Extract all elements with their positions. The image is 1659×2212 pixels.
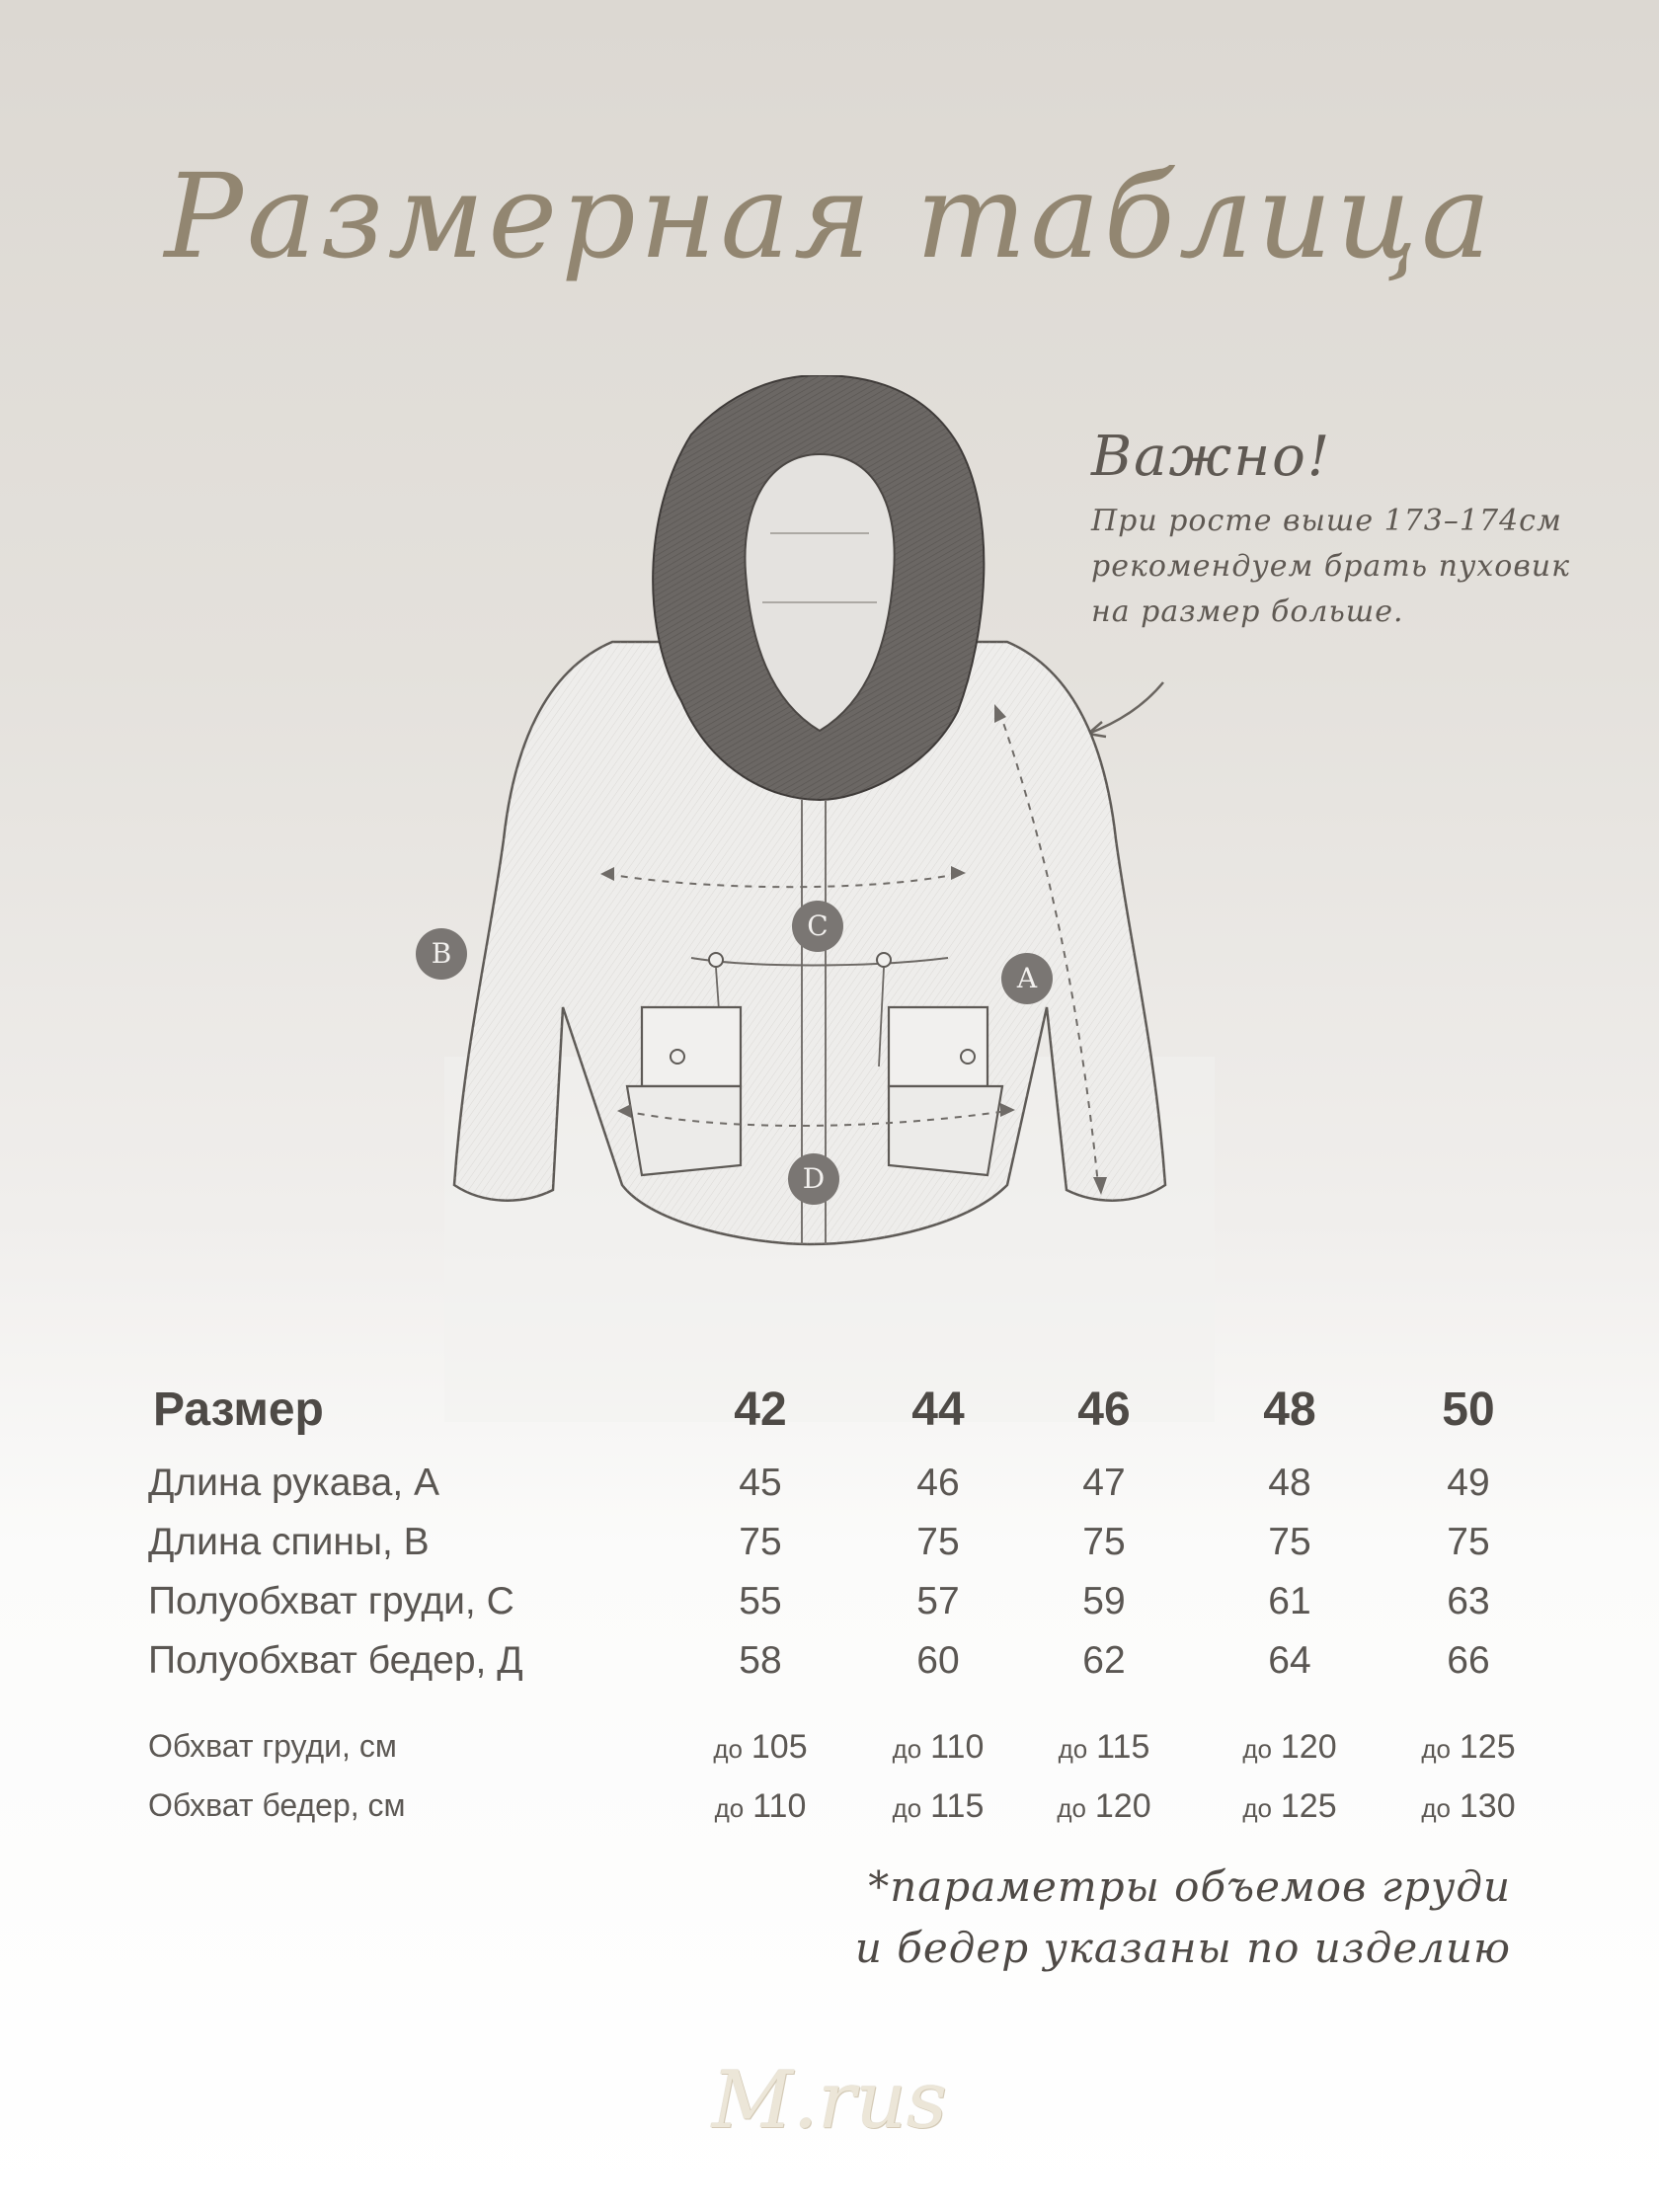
table-cell bbox=[1389, 1728, 1547, 1767]
row-label: Полуобхват груди, С bbox=[148, 1580, 514, 1622]
size-50: 50 bbox=[1442, 1383, 1495, 1436]
table-cell bbox=[1389, 1787, 1547, 1826]
value: 110 bbox=[930, 1728, 985, 1766]
value: 110 bbox=[752, 1787, 807, 1825]
brand-logo: M.rus bbox=[711, 2054, 948, 2146]
row-label: Длина спины, В bbox=[148, 1521, 430, 1563]
table-cell: 45 bbox=[739, 1462, 782, 1504]
value: 115 bbox=[930, 1787, 985, 1825]
table-cell: 55 bbox=[739, 1580, 782, 1622]
marker-c: C bbox=[792, 901, 843, 952]
table-cell bbox=[1211, 1787, 1369, 1826]
value: 125 bbox=[1280, 1787, 1337, 1825]
prefix: до bbox=[1421, 1734, 1451, 1764]
table-cell: 75 bbox=[1268, 1521, 1311, 1563]
table-cell: 75 bbox=[1447, 1521, 1490, 1563]
prefix: до bbox=[713, 1734, 743, 1764]
size-44: 44 bbox=[911, 1383, 965, 1436]
size-label: Размер bbox=[153, 1383, 324, 1436]
table-cell bbox=[681, 1728, 839, 1767]
size-42: 42 bbox=[734, 1383, 787, 1436]
footnote bbox=[855, 1856, 1511, 1979]
table-cell: 75 bbox=[916, 1521, 960, 1563]
table-cell: 59 bbox=[1082, 1580, 1126, 1622]
value: 130 bbox=[1459, 1787, 1516, 1825]
size-48: 48 bbox=[1263, 1383, 1316, 1436]
note-line: на размер больше. bbox=[1091, 594, 1404, 629]
table-cell bbox=[681, 1787, 839, 1826]
note-line: При росте выше 173–174см bbox=[1091, 504, 1562, 538]
table-cell bbox=[859, 1787, 1017, 1826]
row-label: Полуобхват бедер, Д bbox=[148, 1639, 523, 1682]
table-cell: 61 bbox=[1268, 1580, 1311, 1622]
prefix: до bbox=[892, 1793, 922, 1823]
value: 120 bbox=[1280, 1728, 1337, 1766]
table-cell: 62 bbox=[1082, 1639, 1126, 1682]
prefix: до bbox=[892, 1734, 922, 1764]
value: 105 bbox=[750, 1728, 808, 1766]
value: 120 bbox=[1094, 1787, 1151, 1825]
marker-a: A bbox=[1001, 953, 1053, 1004]
row-label: Обхват бедер, см bbox=[148, 1787, 406, 1823]
prefix: до bbox=[714, 1793, 745, 1823]
footnote-line: *параметры объемов груди bbox=[868, 1862, 1511, 1911]
table-cell: 63 bbox=[1447, 1580, 1490, 1622]
prefix: до bbox=[1057, 1793, 1086, 1823]
table-cell: 66 bbox=[1447, 1639, 1490, 1682]
prefix: до bbox=[1242, 1734, 1272, 1764]
table-cell: 75 bbox=[739, 1521, 782, 1563]
table-cell: 57 bbox=[916, 1580, 960, 1622]
row-label: Обхват груди, см bbox=[148, 1728, 397, 1764]
value: 115 bbox=[1096, 1728, 1150, 1766]
table-cell: 48 bbox=[1268, 1462, 1311, 1504]
value: 125 bbox=[1459, 1728, 1516, 1766]
jacket-illustration bbox=[395, 375, 1264, 1422]
table-cell: 46 bbox=[916, 1462, 960, 1504]
table-cell: 49 bbox=[1447, 1462, 1490, 1504]
prefix: до bbox=[1058, 1734, 1088, 1764]
table-cell bbox=[1025, 1787, 1183, 1826]
prefix: до bbox=[1242, 1793, 1272, 1823]
marker-d: D bbox=[788, 1153, 839, 1205]
table-cell bbox=[1025, 1728, 1183, 1767]
prefix: до bbox=[1421, 1793, 1451, 1823]
footnote-line: и бедер указаны по изделию bbox=[854, 1924, 1511, 1972]
table-cell: 64 bbox=[1268, 1639, 1311, 1682]
note-line: рекомендуем брать пуховик bbox=[1091, 549, 1571, 584]
table-cell: 58 bbox=[739, 1639, 782, 1682]
note-heading: Важно! bbox=[1091, 425, 1332, 489]
table-cell: 47 bbox=[1082, 1462, 1126, 1504]
size-46: 46 bbox=[1077, 1383, 1131, 1436]
marker-b: B bbox=[416, 928, 467, 980]
page-title: Размерная таблица bbox=[164, 148, 1495, 284]
table-cell: 75 bbox=[1082, 1521, 1126, 1563]
table-cell bbox=[859, 1728, 1017, 1767]
row-label: Длина рукава, А bbox=[148, 1462, 440, 1504]
table-cell: 60 bbox=[916, 1639, 960, 1682]
table-cell bbox=[1211, 1728, 1369, 1767]
